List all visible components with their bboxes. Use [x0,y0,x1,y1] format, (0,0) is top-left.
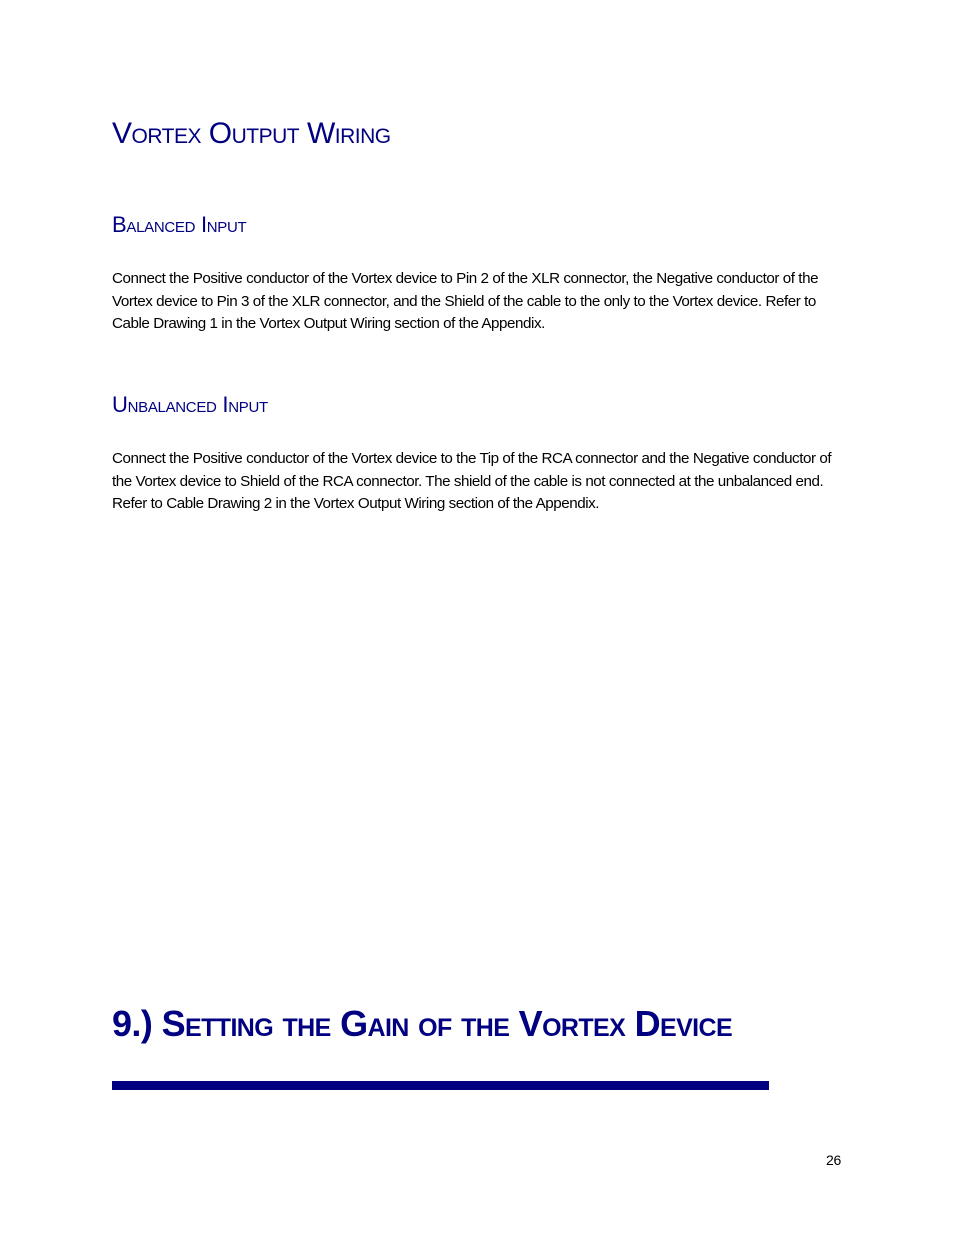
paragraph-balanced-input: Connect the Positive conductor of the Vortex device to Pin 2 of the XLR connector, the Negative conductor of the Vortex device to Pin 3 of the XLR connector, and the Shield of the cable to the only to the Vortex device. Refer to Cable Drawing 1 in the Vortex Output Wiring section of the Appendix. [112,270,819,332]
subsection-heading-unbalanced-input: Unbalanced Input [112,392,268,417]
section-heading: Vortex Output Wiring [112,117,391,150]
page-number: 26 [826,1152,841,1168]
subsection-heading-balanced-input: Balanced Input [112,212,247,237]
chapter-divider-rule [112,1081,769,1090]
chapter-heading: 9.) Setting the Gain of the Vortex Device [112,1003,733,1044]
paragraph-unbalanced-input: Connect the Positive conductor of the Vortex device to the Tip of the RCA connector and the Negative conductor of the Vortex device to Shield of the RCA connector. The shield of the cable is not connected at the unbalanced end. Refer to Cable Drawing 2 in the Vortex Output Wiring section of the Appendix. [112,450,832,512]
